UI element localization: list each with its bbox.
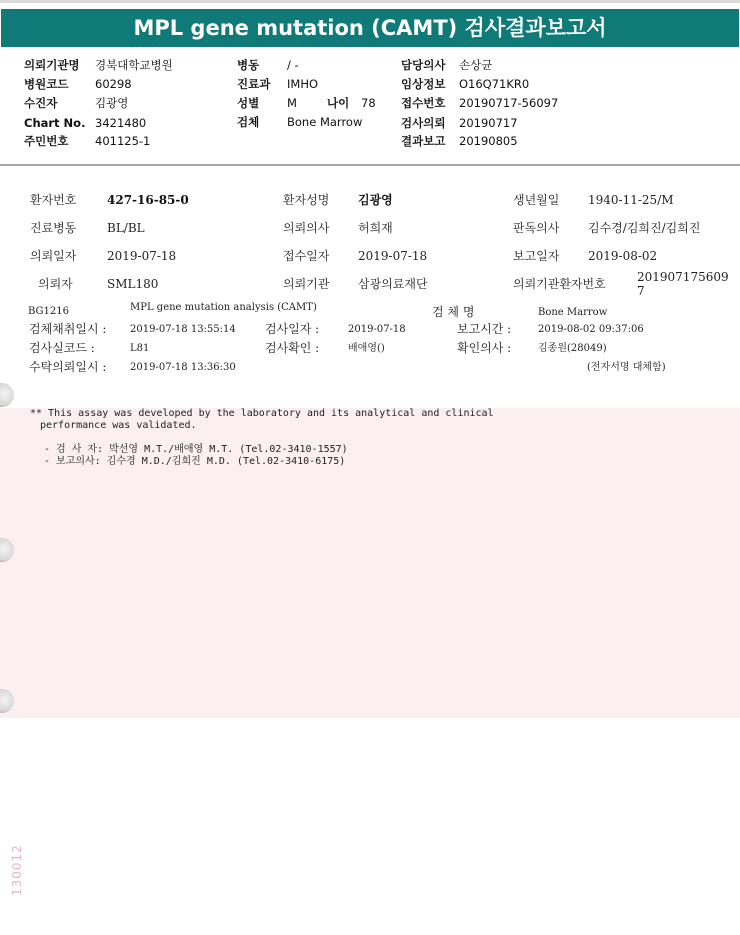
- doctor-label: 담당의사: [401, 58, 446, 72]
- specimen-value: Bone Marrow: [287, 115, 363, 129]
- sex-value: M: [287, 96, 297, 110]
- age-value: 78: [361, 96, 376, 110]
- form-patient-name-label: 환자성명: [283, 193, 330, 207]
- form-requester-label: 의뢰자: [38, 277, 73, 291]
- accession-label: 접수번호: [401, 96, 446, 110]
- test-code: BG1216: [28, 306, 69, 317]
- accession-value: 20190717-56097: [459, 96, 559, 110]
- confirm-doctor-value: 김종원(28049): [538, 343, 607, 354]
- consign-time-value: 2019-07-18 13:36:30: [130, 362, 236, 373]
- form-receipt-date-value: 2019-07-18: [358, 249, 428, 263]
- form-birthdate-label: 생년월일: [513, 193, 560, 207]
- chart-no-value: 3421480: [95, 116, 147, 130]
- report-title: MPL gene mutation (CAMT) 검사결과보고서: [1, 9, 739, 47]
- form-receipt-date-label: 접수일자: [283, 249, 330, 263]
- specimen-name-label: 검 체 명: [432, 305, 475, 319]
- form-request-date-value: 2019-07-18: [107, 249, 177, 263]
- form-requester-value: SML180: [107, 277, 159, 291]
- punch-hole: [0, 383, 14, 407]
- ward-value: / -: [287, 58, 299, 72]
- collect-time-value: 2019-07-18 13:55:14: [130, 324, 236, 335]
- lab-code-label: 검사실코드 :: [29, 341, 95, 355]
- confirm-doctor-label: 확인의사 :: [457, 341, 512, 355]
- hospital-value: 경북대학교병원: [95, 58, 173, 72]
- validation-note-line1: ** This assay was developed by the laboratory and its analytical and clinical: [30, 408, 494, 419]
- test-confirm-value: 배애영(): [348, 343, 385, 354]
- form-institution-label: 의뢰기관: [283, 277, 330, 291]
- resident-no-value: 401125-1: [95, 134, 151, 148]
- department-label: 진료과: [237, 77, 271, 91]
- top-border: [0, 0, 740, 3]
- form-ward-label: 진료병동: [30, 221, 77, 235]
- reporting-doctor-note: - 보고의사: 김수경 M.D./김희진 M.D. (Tel.02-3410-6175): [44, 456, 346, 467]
- specimen-label: 검체: [237, 115, 260, 129]
- chart-no-label: Chart No.: [24, 116, 86, 130]
- test-date-label: 검사일자 :: [265, 322, 320, 336]
- form-institution-patient-no-label: 의뢰기관환자번호: [513, 277, 606, 291]
- age-label: 나이: [327, 96, 350, 110]
- department-value: IMHO: [287, 77, 319, 91]
- form-report-date-value: 2019-08-02: [588, 249, 658, 263]
- form-institution-patient-no-value-2: 7: [637, 284, 645, 298]
- form-patient-no-label: 환자번호: [30, 193, 77, 207]
- test-name: MPL gene mutation analysis (CAMT): [130, 302, 317, 313]
- tester-note: - 검 사 자: 박선영 M.T./배애영 M.T. (Tel.02-3410-1557): [44, 444, 348, 455]
- lab-code-value: L81: [130, 343, 150, 354]
- form-reading-doctor-value: 김수경/김희진/김희진: [588, 221, 701, 235]
- form-requesting-doctor-label: 의뢰의사: [283, 221, 330, 235]
- hospital-label: 의뢰기관명: [24, 58, 80, 72]
- form-reading-doctor-label: 판독의사: [513, 221, 560, 235]
- form-patient-name-value: 김광영: [358, 193, 393, 207]
- resident-no-label: 주민번호: [24, 134, 69, 148]
- specimen-name-value: Bone Marrow: [538, 307, 608, 318]
- request-date-label: 검사의뢰: [401, 116, 446, 130]
- hospital-code-value: 60298: [95, 77, 132, 91]
- consign-time-label: 수탁의뢰일시 :: [29, 360, 107, 374]
- header-divider: [0, 164, 740, 166]
- form-report-date-label: 보고일자: [513, 249, 560, 263]
- form-birthdate-value: 1940-11-25/M: [588, 193, 674, 207]
- electronic-signature-note: (전자서명 대체함): [587, 362, 666, 373]
- ward-label: 병동: [237, 58, 260, 72]
- collect-time-label: 검체채취일시 :: [29, 322, 107, 336]
- patient-value: 김광영: [95, 96, 129, 110]
- hospital-code-label: 병원코드: [24, 77, 69, 91]
- form-ward-value: BL/BL: [107, 221, 145, 235]
- test-confirm-label: 검사확인 :: [265, 341, 320, 355]
- report-time-value: 2019-08-02 09:37:06: [538, 324, 644, 335]
- form-institution-patient-no-value-1: 201907175609: [637, 270, 729, 284]
- form-patient-no-value: 427-16-85-0: [107, 193, 189, 207]
- report-date-value: 20190805: [459, 134, 518, 148]
- report-date-label: 결과보고: [401, 134, 446, 148]
- clinical-info-value: O16Q71KR0: [459, 77, 530, 91]
- request-date-value: 20190717: [459, 116, 518, 130]
- form-institution-value: 삼광의료재단: [358, 277, 428, 291]
- sex-label: 성별: [237, 96, 260, 110]
- clinical-info-label: 임상정보: [401, 77, 446, 91]
- form-request-date-label: 의뢰일자: [30, 249, 77, 263]
- validation-note-line2: performance was validated.: [40, 420, 197, 431]
- form-requesting-doctor-value: 허희재: [358, 221, 393, 235]
- page-stamp: 130012: [10, 844, 24, 896]
- doctor-value: 손상균: [459, 58, 493, 72]
- test-date-value: 2019-07-18: [348, 324, 406, 335]
- report-time-label: 보고시간 :: [457, 322, 512, 336]
- patient-label: 수진자: [24, 96, 58, 110]
